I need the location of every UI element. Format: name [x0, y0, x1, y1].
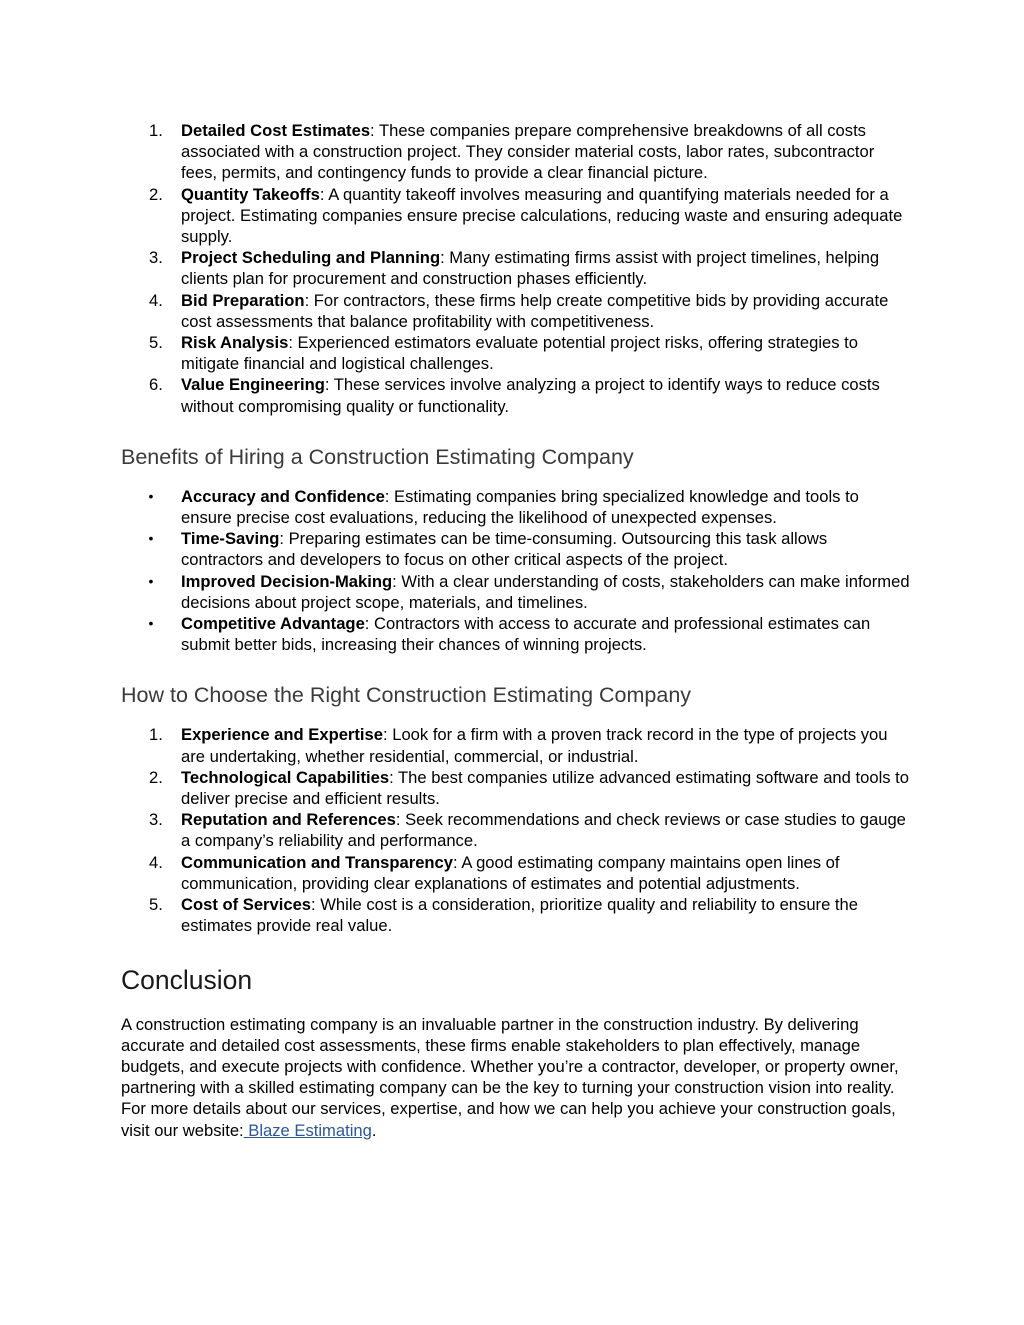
list-item-term: Quantity Takeoffs [181, 184, 320, 204]
list-item-term: Risk Analysis [181, 333, 289, 353]
choose-list [121, 724, 911, 936]
list-item-term: Accuracy and Confidence [181, 486, 385, 506]
list-item-text: : These services involve analyzing a project to identify ways to reduce costs without compromising quality or functionality. [181, 375, 880, 416]
bullet-icon: • [148, 615, 154, 632]
blaze-estimating-link[interactable]: Blaze Estimating [243, 1120, 372, 1140]
list-number: 4. [149, 290, 163, 310]
list-item-text: : While cost is a consideration, prioritize quality and reliability to ensure the estimates provide real value. [181, 895, 858, 936]
list-item-text: : Many estimating firms assist with project timelines, helping clients plan for procurement and construction phases efficiently. [181, 248, 880, 289]
list-number: 2. [149, 184, 163, 204]
services-list [121, 120, 911, 417]
list-item [121, 528, 911, 570]
conclusion-body: A construction estimating company is an invaluable partner in the construction industry. By delivering accurate and detailed cost assessments, these firms enable stakeholders to plan effectively, manage budgets, and execute projects with confidence. Whether you’re a contractor, developer, or property owner, partnering with a skilled estimating company can be the key to turning your construction vision into reality. For more details about our services, expertise, and how we can help you achieve your construction goals, visit our website: [121, 1014, 899, 1140]
list-item [121, 767, 911, 809]
list-item-term: Technological Capabilities [181, 767, 390, 787]
list-number: 6. [149, 375, 163, 395]
bullet-icon: • [148, 530, 154, 547]
list-item-term: Cost of Services [181, 895, 312, 915]
list-number: 1. [149, 121, 163, 140]
list-item-term: Improved Decision-Making [181, 571, 393, 591]
list-item [121, 613, 911, 655]
list-item-term: Experience and Expertise [181, 725, 383, 745]
bullet-icon: • [148, 572, 154, 589]
list-item-text: : With a clear understanding of costs, stakeholders can make informed decisions about project scope, materials, and timelines. [181, 571, 910, 612]
list-number: 1. [149, 725, 163, 745]
list-item-term: Reputation and References [181, 810, 396, 830]
list-item [121, 894, 911, 936]
list-item [121, 486, 911, 528]
benefits-list [121, 486, 911, 656]
bullet-icon: • [148, 487, 154, 504]
list-item-text: : A good estimating company maintains open lines of communication, providing clear explanations of estimates and potential adjustments. [181, 852, 840, 893]
list-item-text: : Look for a firm with a proven track record in the type of projects you are undertaking, whether residential, commercial, or industrial. [181, 725, 888, 766]
list-item-term: Communication and Transparency [181, 852, 454, 872]
list-number: 4. [149, 852, 163, 872]
list-item [121, 571, 911, 613]
list-item-text: : A quantity takeoff involves measuring and quantifying materials needed for a project. Estimating companies ensure precise calculations, reducing waste and ensuring adequate supply. [181, 184, 903, 247]
list-item-term: Detailed Cost Estimates [181, 121, 371, 140]
list-item-term: Bid Preparation [181, 290, 305, 310]
list-item [121, 120, 911, 184]
list-number: 3. [149, 810, 163, 830]
list-item-text: : Experienced estimators evaluate potential project risks, offering strategies to mitigate financial and logistical challenges. [181, 333, 859, 374]
list-item-term: Value Engineering [181, 375, 325, 395]
list-item [121, 290, 911, 332]
benefits-heading: Benefits of Hiring a Construction Estimating Company [121, 444, 634, 469]
list-item [121, 247, 911, 289]
list-item [121, 724, 911, 766]
list-item-text: : These companies prepare comprehensive breakdowns of all costs associated with a construction project. They consider material costs, labor rates, subcontractor fees, permits, and contingency funds to provide a clear financial picture. [181, 121, 875, 183]
list-number: 3. [149, 248, 163, 268]
list-item-text: : Estimating companies bring specialized knowledge and tools to ensure precise cost evaluations, reducing the likelihood of unexpected expenses. [181, 486, 859, 528]
conclusion-end: . [371, 1120, 377, 1140]
list-item-text: : For contractors, these firms help create competitive bids by providing accurate cost assessments that balance profitability with competitiveness. [181, 290, 889, 331]
list-item-text: : Contractors with access to accurate and professional estimates can submit better bids, increasing their chances of winning projects. [181, 614, 871, 655]
list-item-term: Time-Saving [181, 529, 280, 549]
choose-heading: How to Choose the Right Construction Estimating Company [121, 683, 692, 708]
document-content [121, 120, 911, 1141]
list-item [121, 852, 911, 894]
list-number: 5. [149, 895, 163, 915]
list-item [121, 332, 911, 374]
list-number: 5. [149, 333, 163, 353]
list-item [121, 809, 911, 851]
list-item-term: Project Scheduling and Planning [181, 248, 441, 268]
conclusion-paragraph [121, 1014, 911, 1141]
list-item-text: : The best companies utilize advanced estimating software and tools to deliver precise and efficient results. [181, 767, 910, 809]
list-item-text: : Seek recommendations and check reviews or case studies to gauge a company’s reliability and performance. [181, 810, 906, 851]
list-item [121, 374, 911, 416]
list-item-term: Competitive Advantage [181, 614, 365, 634]
list-number: 2. [149, 767, 163, 787]
conclusion-heading: Conclusion [121, 964, 253, 995]
list-item [121, 184, 911, 248]
list-item-text: : Preparing estimates can be time-consuming. Outsourcing this task allows contractors and developers to focus on other critical aspects of the project. [181, 529, 828, 570]
